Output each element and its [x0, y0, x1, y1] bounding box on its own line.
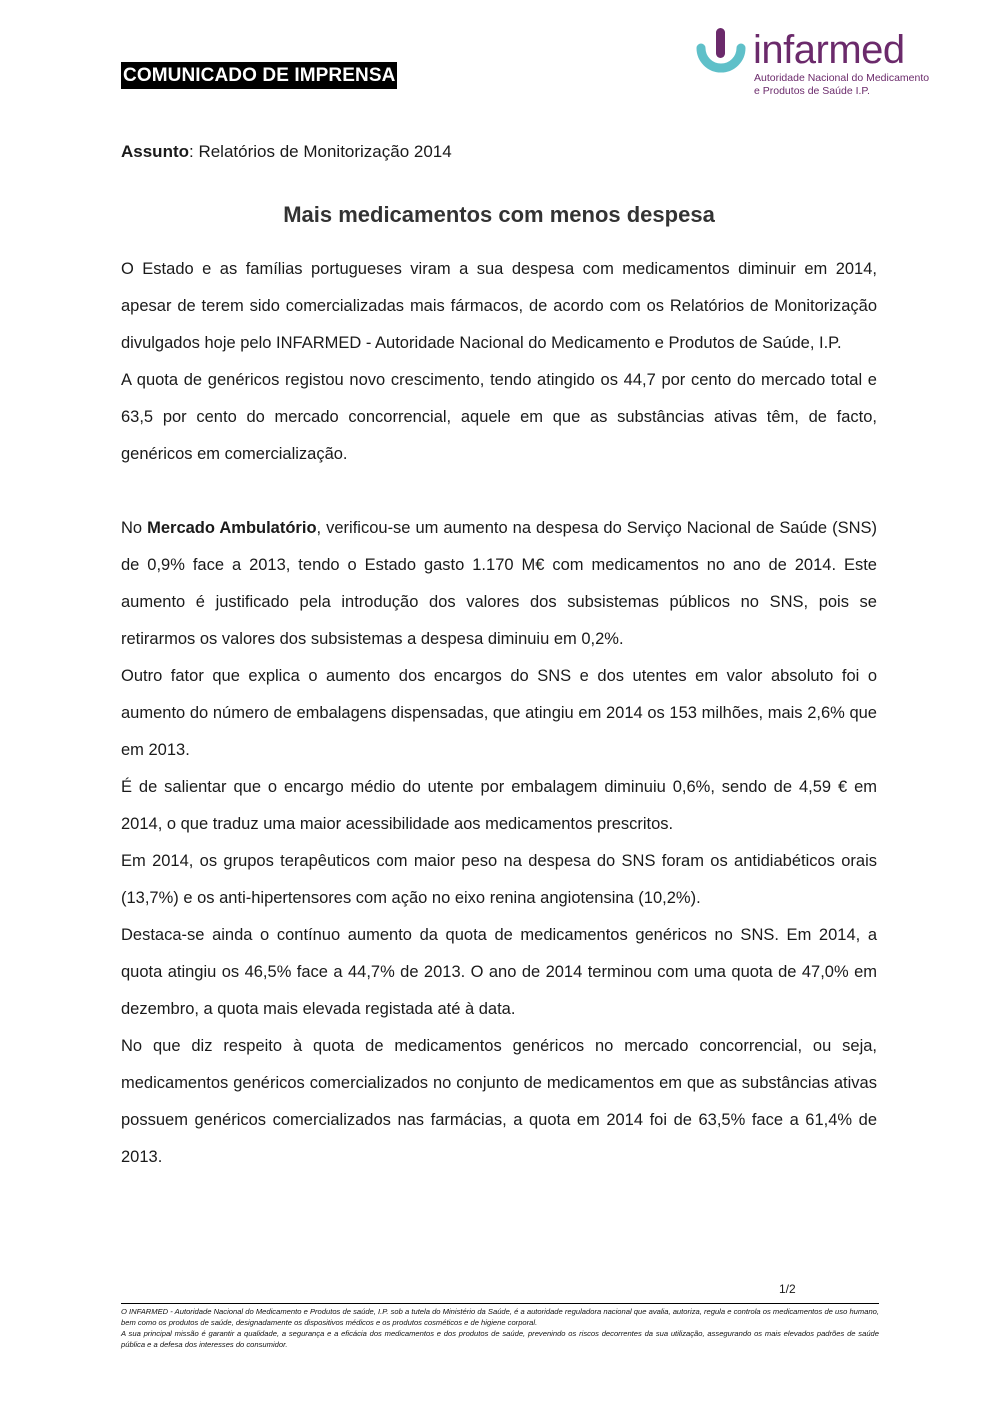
footer — [121, 1306, 879, 1350]
paragraph: O Estado e as famílias portugueses viram a sua despesa com medicamentos diminuir em 2014, apesar de terem sido comercializadas mais fármacos, de acordo com os Relatórios de Monitorização divulgados hoje pelo INFARMED - Autoridade Nacional do Medicamento e Produtos de Saúde, I.P. — [121, 260, 877, 352]
paragraph-text: , verificou-se um aumento na despesa do Serviço Nacional de Saúde (SNS) de 0,9% face a 2013, tendo o Estado gasto 1.170 M€ com medicamentos no ano de 2014. Este aumento é justificado pela introdução dos valores dos subsistemas públicos no SNS, pois se retirarmos os valores dos subsistemas a despesa diminuiu em 0,2%. — [121, 519, 877, 648]
document-title: Mais medicamentos com menos despesa — [283, 202, 715, 227]
infarmed-logo-icon — [695, 26, 747, 80]
subject-label: Assunto — [121, 142, 189, 161]
paragraph-emphasis: Mercado Ambulatório — [147, 519, 317, 537]
logo-subtitle-line-1: Autoridade Nacional do Medicamento — [754, 72, 930, 84]
paragraph: É de salientar que o encargo médio do utente por embalagem diminuiu 0,6%, sendo de 4,59 € em 2014, o que traduz uma maior acessibilidade aos medicamentos prescritos. — [121, 778, 877, 833]
document-body — [121, 251, 877, 1176]
paragraph: Outro fator que explica o aumento dos encargos do SNS e dos utentes em valor absoluto foi o aumento do número de embalagens dispensadas, que atingiu em 2014 os 153 milhões, mais 2,6% que em 2013. — [121, 667, 877, 759]
subject-separator: : — [189, 142, 199, 161]
paragraph: No que diz respeito à quota de medicamentos genéricos no mercado concorrencial, ou seja, medicamentos genéricos comercializados no conjunto de medicamentos em que as substâncias ativas possuem genéricos comercializados nas farmácias, a quota em 2014 foi de 63,5% face a 61,4% de 2013. — [121, 1037, 877, 1166]
logo-subtitle-line-2: e Produtos de Saúde I.P. — [754, 85, 870, 97]
infarmed-logo — [695, 24, 930, 104]
footer-line: O INFARMED - Autoridade Nacional do Medicamento e Produtos de saúde, I.P. sob a tutela do Ministério da Saúde, é a autoridade reguladora nacional que avalia, autoriza, regula e controla os medicamentos de uso humano, bem como os produtos de saúde, designadamente os dispositivos médicos e os produtos cosméticos e de higiene corporal. — [121, 1307, 879, 1327]
paragraph-prefix: No — [121, 519, 148, 537]
paragraph: A quota de genéricos registou novo crescimento, tendo atingido os 44,7 por cento do mercado total e 63,5 por cento do mercado concorrencial, aquele em que as substâncias ativas têm, de facto, genéricos em comercialização. — [121, 371, 877, 463]
paragraph — [121, 510, 877, 658]
paragraph: Em 2014, os grupos terapêuticos com maior peso na despesa do SNS foram os antidiabéticos orais (13,7%) e os anti-hipertensores com ação no eixo renina angiotensina (10,2%). — [121, 852, 877, 907]
footer-divider — [121, 1303, 879, 1304]
subject-value: Relatórios de Monitorização 2014 — [198, 142, 452, 161]
paragraph: Destaca-se ainda o contínuo aumento da quota de medicamentos genéricos no SNS. Em 2014, a quota atingiu os 46,5% face a 44,7% de 2013. O ano de 2014 terminou com uma quota de 47,0% em dezembro, a quota mais elevada registada até à data. — [121, 926, 877, 1018]
logo-wordmark: infarmed — [753, 28, 905, 72]
press-release-label: COMUNICADO DE IMPRENSA — [121, 62, 397, 89]
subject-line — [121, 140, 452, 164]
footer-line: A sua principal missão é garantir a qualidade, a segurança e a eficácia dos medicamentos e dos produtos de saúde, prevenindo os riscos decorrentes da sua utilização, assegurando os mais elevados padrões de saúde pública e a defesa dos interesses do consumidor. — [121, 1329, 879, 1349]
logo-subtitle — [754, 72, 929, 98]
page-number: 1/2 — [779, 1282, 796, 1296]
